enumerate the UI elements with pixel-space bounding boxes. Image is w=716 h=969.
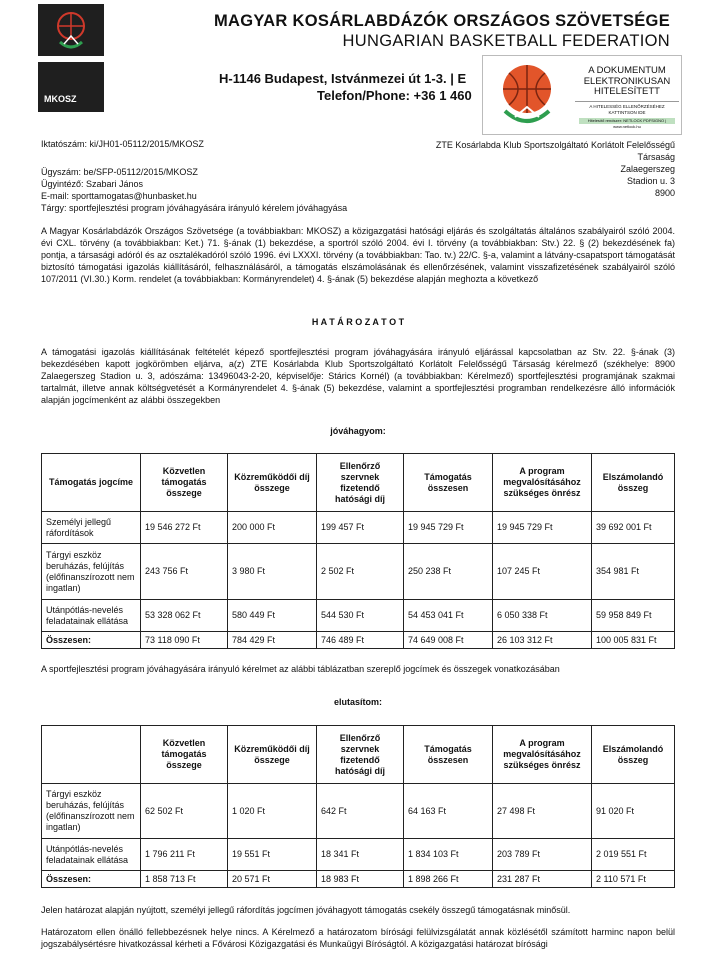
amount-cell: 1 858 713 Ft — [141, 871, 228, 888]
amount-cell: 354 981 Ft — [592, 544, 675, 600]
row-label: Összesen: — [42, 871, 141, 888]
subject: Tárgy: sportfejlesztési program jóváhagyására irányuló kérelem jóváhagyása — [41, 203, 348, 213]
amount-cell: 18 341 Ft — [317, 839, 404, 871]
intro-paragraph: A Magyar Kosárlabdázók Országos Szövetsége (a továbbiakban: MKOSZ) a közigazgatási hatósági eljárás és szolgáltatás általános szabályairól szóló 2004. évi CXL. törvény (a továbbiakban: Ket.) 71. §-ának (1) bekezdése, a sportról szóló 2004. évi I. törvény (a továbbiakban: Stv.) 22. § (2) bekezdésének fa) pontja, a társasági adóról és az osztalékadóról szóló 1996. évi LXXXI. törvény (a továbbiakban: Tao. tv.) 22/C. §-a, valamint a látvány-csapatsport támogatását biztosító támogatási igazolás kiállításáról, felhasználásáról, a támogatás elszámolásának és ellenőrzésének, valamint visszafizetésének szabályairól szóló 107/2011 (VI.30.) Korm. rendelet (a továbbiakban: Kormányrendelet) 4. §-ának (5) bekezdése alapján meghozta a következő — [41, 226, 675, 284]
column-header: Ellenőrző szervnek fizetendő hatósági díj — [317, 726, 404, 784]
amount-cell: 1 898 266 Ft — [404, 871, 493, 888]
reject-heading: elutasítom: — [333, 697, 382, 707]
case-number: Ügyszám: be/SFP-05112/2015/MKOSZ — [41, 167, 198, 177]
amount-cell: 20 571 Ft — [228, 871, 317, 888]
approved-table — [41, 453, 675, 649]
amount-cell: 73 118 090 Ft — [141, 632, 228, 649]
decision-paragraph: A támogatási igazolás kiállításának feltételét képező sportfejlesztési program jóváhagyására irányuló eljárással kapcsolatban az Stv. 22. §-ának (3) bekezdésében kapott jogkörömben eljárva, a(z) ZTE Kosárlabda Klub Sportszolgáltató Korlátolt Felelősségű Társaság kérelmező (székhelye: 8900 Zalaegerszeg Stadion u. 3, adószáma: 13496043-2-20, képviselője: Stárics Kornél) (a továbbiakban: Kérelmező) sportfejlesztési programjának szakmai tartalmát, illetve annak költségvetését a Kormányrendelet 4. §-ának (5) bekezdése, valamint a sportfejlesztési programban rendelkezésre álló információk alapján jogcímenként az alábbi összegekben — [41, 347, 675, 405]
column-header: Közvetlen támogatás összege — [141, 454, 228, 512]
logo-text: MKOSZ — [38, 62, 104, 112]
table-row — [42, 544, 675, 600]
amount-cell: 27 498 Ft — [493, 784, 592, 839]
amount-cell: 1 020 Ft — [228, 784, 317, 839]
amount-cell: 18 983 Ft — [317, 871, 404, 888]
column-header: Támogatás jogcíme — [42, 454, 141, 512]
amount-cell: 544 530 Ft — [317, 600, 404, 632]
table-row — [42, 871, 675, 888]
amount-cell: 74 649 008 Ft — [404, 632, 493, 649]
row-label: Utánpótlás-nevelés feladatainak ellátása — [42, 600, 141, 632]
amount-cell: 1 834 103 Ft — [404, 839, 493, 871]
amount-cell: 91 020 Ft — [592, 784, 675, 839]
org-name-hu: MAGYAR KOSÁRLABDÁZÓK ORSZÁGOS SZÖVETSÉGE — [213, 12, 670, 30]
amount-cell: 62 502 Ft — [141, 784, 228, 839]
amount-cell: 231 287 Ft — [493, 871, 592, 888]
column-header: Ellenőrző szervnek fizetendő hatósági díj — [317, 454, 404, 512]
row-label: Személyi jellegű ráfordítások — [42, 512, 141, 544]
amount-cell: 19 551 Ft — [228, 839, 317, 871]
column-header: Elszámolandó összeg — [592, 726, 675, 784]
authentication-stamp[interactable] — [482, 55, 682, 135]
row-label: Utánpótlás-nevelés feladatainak ellátása — [42, 839, 141, 871]
amount-cell: 580 449 Ft — [228, 600, 317, 632]
column-header — [42, 726, 141, 784]
org-name-en: HUNGARIAN BASKETBALL FEDERATION — [342, 32, 670, 50]
amount-cell: 39 692 001 Ft — [592, 512, 675, 544]
basketball-logo-icon — [38, 4, 104, 56]
addressee-block — [436, 139, 675, 199]
addressee-line: ZTE Kosárlabda Klub Sportszolgáltató Korlátolt Felelősségű — [435, 140, 675, 150]
amount-cell: 746 489 Ft — [317, 632, 404, 649]
table-row — [42, 839, 675, 871]
stamp-text — [575, 65, 679, 129]
row-label: Tárgyi eszköz beruházás, felújítás (előfinanszírozott nem ingatlan) — [42, 784, 141, 839]
amount-cell: 3 980 Ft — [228, 544, 317, 600]
addressee-line: Zalaegerszeg — [620, 164, 675, 174]
amount-cell: 19 945 729 Ft — [493, 512, 592, 544]
rejected-table — [41, 725, 675, 888]
table-header-row — [42, 726, 675, 784]
logo — [38, 4, 104, 112]
address-line: H-1146 Budapest, Istvánmezei út 1-3. | E — [219, 71, 467, 86]
column-header: Közreműködői díj összege — [228, 454, 317, 512]
stamp-line: A DOKUMENTUM — [588, 65, 666, 76]
amount-cell: 784 429 Ft — [228, 632, 317, 649]
email: E-mail: sporttamogatas@hunbasket.hu — [41, 191, 197, 201]
approve-heading: jóváhagyom: — [330, 426, 386, 436]
amount-cell: 53 328 062 Ft — [141, 600, 228, 632]
column-header: A program megvalósításához szükséges önrész — [493, 726, 592, 784]
amount-cell: 200 000 Ft — [228, 512, 317, 544]
amount-cell: 1 796 211 Ft — [141, 839, 228, 871]
table-row — [42, 600, 675, 632]
address-block — [219, 70, 472, 104]
column-header: Támogatás összesen — [404, 454, 493, 512]
amount-cell: 107 245 Ft — [493, 544, 592, 600]
table-row — [42, 512, 675, 544]
amount-cell: 199 457 Ft — [317, 512, 404, 544]
amount-cell: 2 019 551 Ft — [592, 839, 675, 871]
amount-cell: 2 502 Ft — [317, 544, 404, 600]
amount-cell: 642 Ft — [317, 784, 404, 839]
amount-cell: 203 789 Ft — [493, 839, 592, 871]
reference-number: Iktatószám: ki/JH01-05112/2015/MKOSZ — [41, 139, 204, 149]
basketball-stamp-icon — [485, 57, 575, 135]
table-row — [42, 632, 675, 649]
amount-cell: 250 238 Ft — [404, 544, 493, 600]
stamp-line: HITELESÍTETT — [594, 86, 660, 97]
column-header: A program megvalósításához szükséges önrész — [493, 454, 592, 512]
amount-cell: 64 163 Ft — [404, 784, 493, 839]
stamp-link[interactable]: A HITELESSÉG ELLENŐRZÉSÉHEZ KATTINTSON IDE — [575, 101, 679, 116]
table-row — [42, 784, 675, 839]
stamp-line: ELEKTRONIKUSAN — [583, 75, 671, 87]
amount-cell: 54 453 041 Ft — [404, 600, 493, 632]
stamp-footer: Hitelesítő rendszer: NETLOCK PDFSIGNO | www.netlock.hu — [579, 118, 675, 124]
addressee-line: 8900 — [654, 188, 675, 198]
decision-heading: H A T Á R O Z A T O T — [311, 317, 405, 327]
column-header: Támogatás összesen — [404, 726, 493, 784]
addressee-line: Stadion u. 3 — [626, 176, 675, 186]
amount-cell: 59 958 849 Ft — [592, 600, 675, 632]
reject-intro: A sportfejlesztési program jóváhagyására irányuló kérelmet az alábbi táblázatban szereplő jogcímek és összegek vonatkozásában — [41, 664, 560, 674]
org-title — [214, 12, 670, 51]
case-officer: Ügyintéző: Szabari János — [41, 179, 144, 189]
column-header: Közreműködői díj összege — [228, 726, 317, 784]
note-paragraph: Jelen határozat alapján nyújtott, személyi jellegű ráfordítás jogcímen jóváhagyott támogatás csekély összegű támogatásnak minősül. — [41, 905, 571, 915]
table-header-row — [42, 454, 675, 512]
amount-cell: 19 945 729 Ft — [404, 512, 493, 544]
column-header: Közvetlen támogatás összege — [141, 726, 228, 784]
amount-cell: 100 005 831 Ft — [592, 632, 675, 649]
amount-cell: 26 103 312 Ft — [493, 632, 592, 649]
amount-cell: 6 050 338 Ft — [493, 600, 592, 632]
row-label: Összesen: — [42, 632, 141, 649]
row-label: Tárgyi eszköz beruházás, felújítás (előfinanszírozott nem ingatlan) — [42, 544, 141, 600]
amount-cell: 243 756 Ft — [141, 544, 228, 600]
amount-cell: 19 546 272 Ft — [141, 512, 228, 544]
column-header: Elszámolandó összeg — [592, 454, 675, 512]
amount-cell: 2 110 571 Ft — [592, 871, 675, 888]
phone-line: Telefon/Phone: +36 1 460 — [317, 88, 472, 103]
addressee-line: Társaság — [637, 152, 675, 162]
appeal-paragraph: Határozatom ellen önálló fellebbezésnek helye nincs. A Kérelmező a határozatom bírósági felülvizsgálatát annak közlésétől számított harminc napon belül jogszabálysértésre hivatkozással kérheti a Fővárosi Közigazgatási és Munkaügyi Bíróságtól. A közigazgatási határozat bírósági — [41, 927, 675, 949]
